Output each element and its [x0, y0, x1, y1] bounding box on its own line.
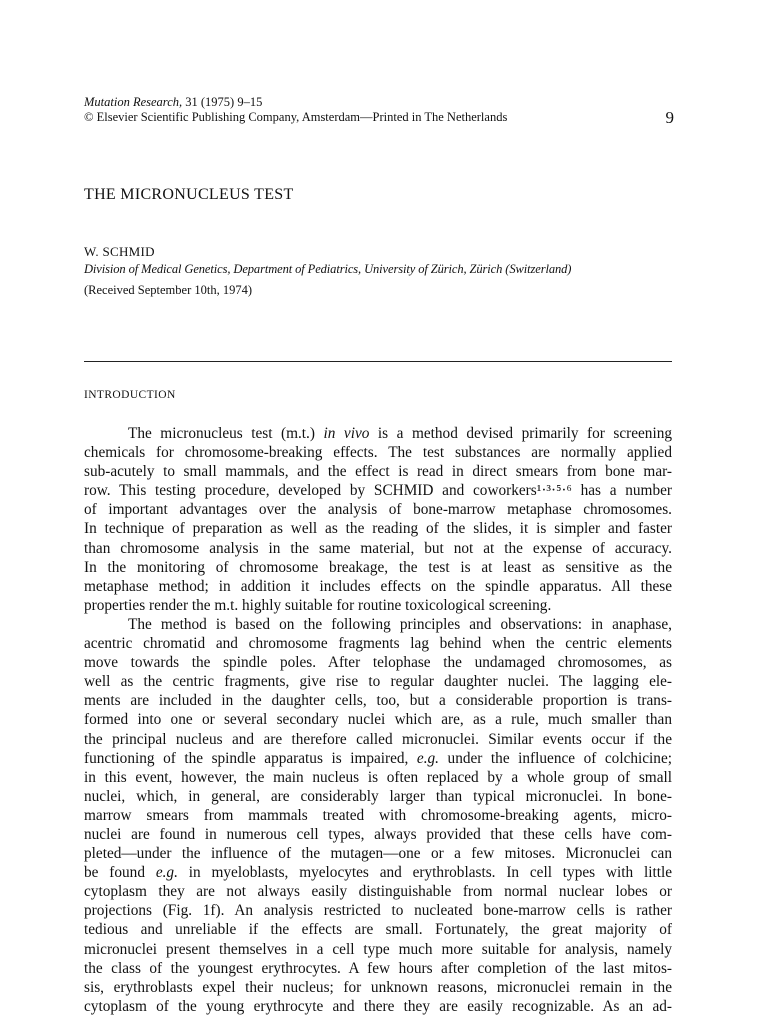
- copyright-line: © Elsevier Scientific Publishing Company, Amsterdam—Printed in The Netherlands: [84, 110, 508, 124]
- page-number: 9: [665, 108, 674, 127]
- body-line: [84, 481, 672, 500]
- body-line: [84, 596, 672, 615]
- body-line: [84, 978, 672, 997]
- body-line: [84, 462, 672, 481]
- text-segment: acentric chromatid and chromosome fragments lag behind when the centric elements: [84, 635, 672, 653]
- text-segment: micronuclei present themselves in a cell type much more suitable for analysis, namely: [84, 940, 672, 958]
- text-segment: cytoplasm of the young erythrocyte and there they are easily recognizable. As an ad-: [84, 997, 672, 1015]
- body-line: [84, 730, 672, 749]
- text-segment: than chromosome analysis in the same material, but not at the expense of accuracy.: [84, 539, 672, 557]
- body-line: [84, 615, 672, 634]
- italic-text: in vivo: [323, 425, 370, 442]
- text-segment: properties render the m.t. highly suitable for routine toxicological screening.: [84, 596, 552, 614]
- text-segment: pleted—under the influence of the mutagen—one or a few mitoses. Micronuclei can: [84, 845, 672, 863]
- text-segment: sis, erythroblasts expel their nucleus; for unknown reasons, micronuclei remain in the: [84, 978, 672, 996]
- body-line: [84, 691, 672, 710]
- text-segment: functioning of the spindle apparatus is impaired,: [84, 749, 417, 767]
- body-line: [84, 940, 672, 959]
- body-line: [84, 424, 672, 443]
- header-divider: [84, 361, 672, 362]
- body-line: [84, 710, 672, 729]
- body-line: [84, 997, 672, 1016]
- text-segment: In the monitoring of chromosome breakage, the test is at least as sensitive as the: [84, 558, 672, 576]
- body-line: [84, 539, 672, 558]
- body-line: [84, 500, 672, 519]
- text-segment: in this event, however, the main nucleus is often replaced by a whole group of small: [84, 768, 672, 786]
- received-date: (Received September 10th, 1974): [84, 283, 253, 297]
- text-segment: tedious and unreliable if the effects are small. Fortunately, the great majority of: [84, 921, 672, 939]
- body-line: [84, 558, 672, 577]
- body-line: [84, 882, 672, 901]
- text-segment: be found: [84, 864, 156, 882]
- body-line: [84, 920, 672, 939]
- text-segment: nuclei are found in numerous cell types, always provided that these cells have com-: [84, 825, 672, 843]
- journal-header: [84, 95, 644, 125]
- author-name: W. SCHMID: [84, 244, 155, 259]
- author-affiliation: Division of Medical Genetics, Department of Pediatrics, University of Zürich, Zürich (Switzerland): [84, 262, 572, 276]
- text-segment: The method is based on the following principles and observations: in anaphase,: [128, 615, 672, 633]
- text-segment: row. This testing procedure, developed by SCHMID and coworkers¹·³·⁵·⁶ has a number: [84, 482, 672, 500]
- text-segment: formed into one or several secondary nuclei which are, as a rule, much smaller than: [84, 711, 672, 729]
- text-segment: In technique of preparation as well as the reading of the slides, it is simpler and faster: [84, 520, 672, 538]
- body-line: [84, 825, 672, 844]
- journal-citation: [84, 95, 644, 110]
- journal-issue: 31 (1975) 9–15: [182, 95, 263, 109]
- body-line: [84, 863, 672, 882]
- text-segment: well as the centric fragments, give rise to regular daughter nuclei. The lagging ele-: [84, 673, 672, 691]
- italic-text: e.g.: [416, 749, 440, 767]
- body-line: [84, 959, 672, 978]
- body-line: [84, 749, 672, 768]
- text-segment: chemicals for chromosome-breaking effects. The test substances are normally applied: [84, 444, 672, 462]
- body-text: [84, 424, 672, 1016]
- text-segment: under the influence of colchicine;: [439, 749, 672, 767]
- body-line: [84, 519, 672, 538]
- text-segment: cytoplasm they are not always easily distinguishable from normal nuclear lobes or: [84, 883, 672, 901]
- text-segment: in myeloblasts, myelocytes and erythroblasts. In cell types with little: [177, 864, 673, 882]
- body-line: [84, 653, 672, 672]
- text-segment: marrow smears from mammals treated with chromosome-breaking agents, micro-: [84, 806, 672, 824]
- text-segment: move towards the spindle poles. After telophase the undamaged chromosomes, as: [84, 654, 672, 672]
- body-line: [84, 844, 672, 863]
- body-line: [84, 577, 672, 596]
- text-segment: ments are included in the daughter cells, too, but a considerable proportion is trans-: [84, 692, 672, 710]
- body-line: [84, 787, 672, 806]
- text-segment: The micronucleus test (m.t.): [128, 425, 324, 442]
- journal-name: Mutation Research,: [84, 95, 183, 109]
- text-segment: the class of the youngest erythrocytes. A few hours after completion of the last mitos-: [84, 959, 672, 977]
- text-segment: metaphase method; in addition it includes effects on the spindle apparatus. All these: [84, 577, 672, 595]
- article-title: THE MICRONUCLEUS TEST: [84, 186, 294, 203]
- body-line: [84, 634, 672, 653]
- text-segment: projections (Fig. 1f). An analysis restricted to nucleated bone-marrow cells is rather: [84, 902, 672, 920]
- body-line: [84, 901, 672, 920]
- italic-text: e.g.: [155, 864, 178, 882]
- section-heading: INTRODUCTION: [84, 389, 176, 401]
- text-segment: nuclei, which, in general, are considerably larger than typical micronuclei. In bone-: [84, 787, 672, 805]
- body-line: [84, 768, 672, 787]
- body-line: [84, 806, 672, 825]
- body-line: [84, 443, 672, 462]
- text-segment: is a method devised primarily for screening: [369, 425, 673, 442]
- body-line: [84, 672, 672, 691]
- text-segment: sub-acutely to small mammals, and the effect is read in direct smears from bone mar-: [84, 463, 672, 481]
- text-segment: of important advantages over the analysis of bone-marrow metaphase chromosomes.: [84, 501, 672, 519]
- text-segment: the principal nucleus and are therefore called micronuclei. Similar events occur if the: [84, 730, 672, 748]
